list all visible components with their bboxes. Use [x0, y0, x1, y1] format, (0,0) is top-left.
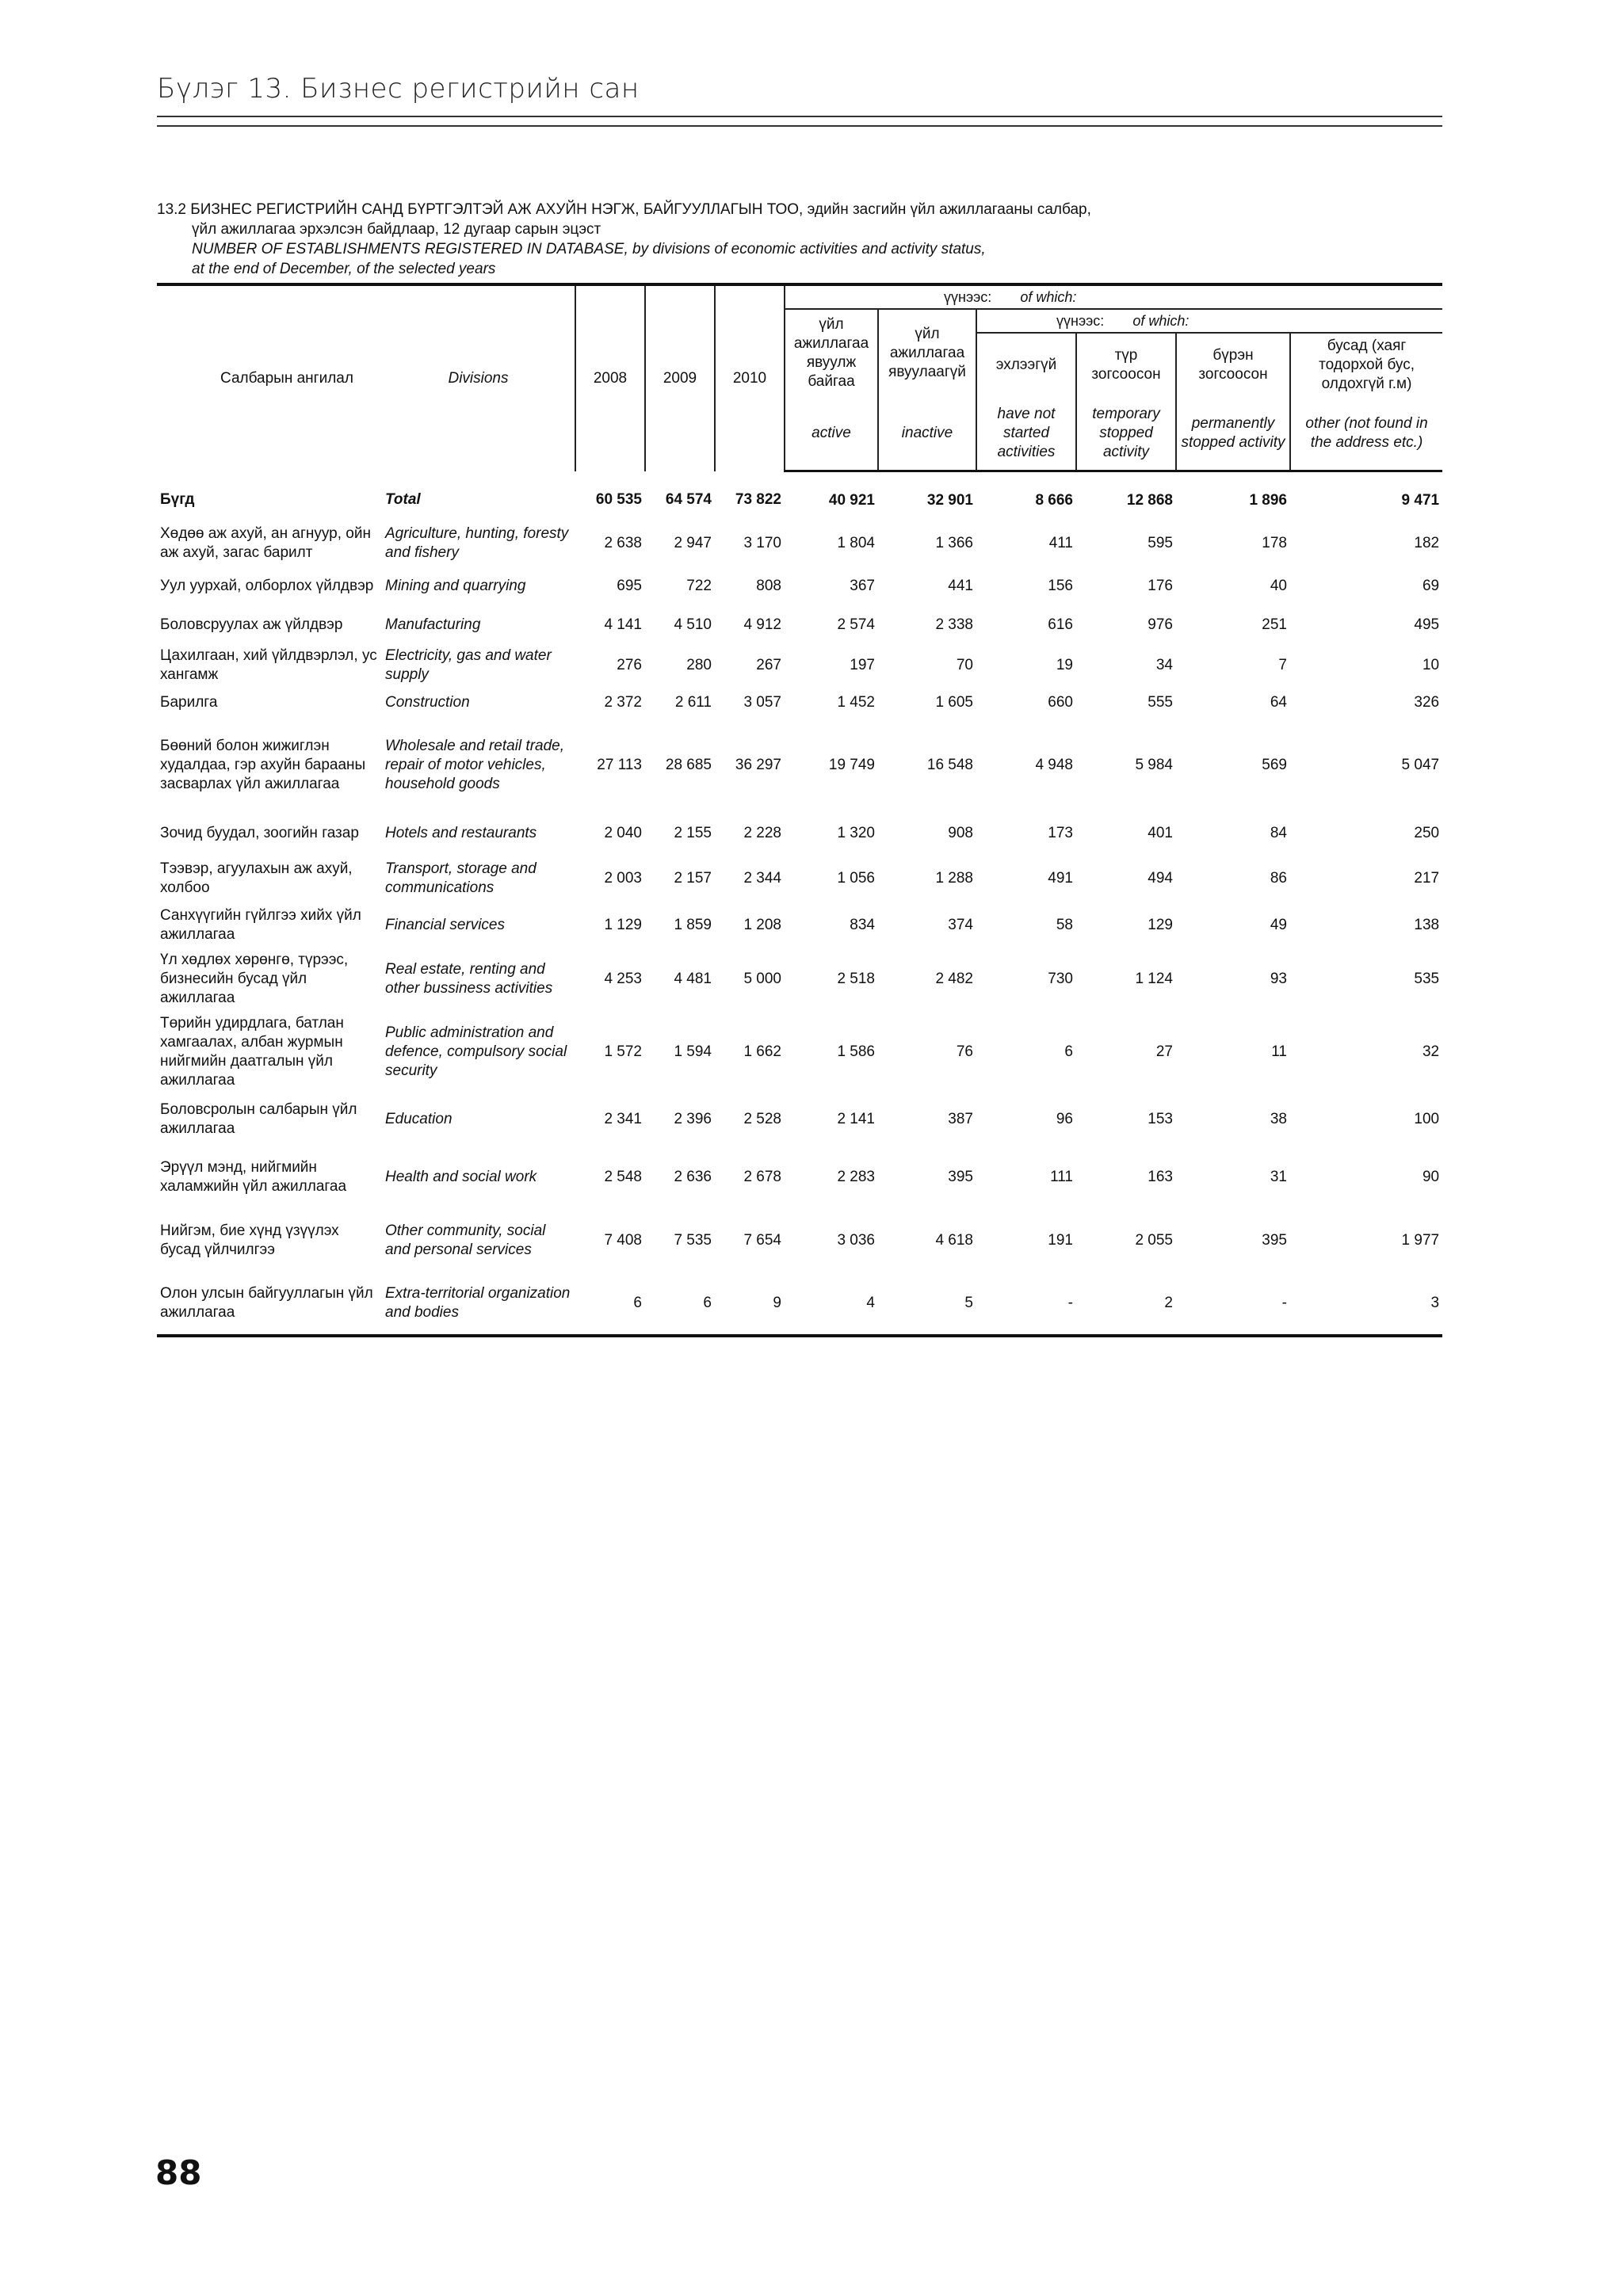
of-which-en: of which: — [1020, 289, 1077, 305]
row-value: 1 586 — [837, 1043, 875, 1060]
row-value: 73 822 — [735, 491, 781, 509]
row-value: 5 000 — [743, 971, 781, 987]
row-value: 32 — [1422, 1043, 1440, 1060]
row-value: 3 — [1290, 1272, 1442, 1336]
row-value: 555 — [1148, 694, 1173, 711]
row-label-en: Extra-territorial organization and bodies — [382, 1272, 575, 1336]
col-other-mn: бусад (хаяг тодорхой бус, олдохгүй г.м) — [1290, 333, 1442, 397]
row-value: 7 — [1278, 657, 1287, 673]
row-label-en: Hotels and restaurants — [385, 825, 537, 841]
row-value: 16 548 — [926, 757, 973, 773]
row-value: 156 — [1048, 578, 1073, 594]
row-value: 3 170 — [743, 535, 781, 551]
row-label-mn: Үл хөдлөх хөрөнгө, түрээс, бизнесийн бусад үйл ажиллагаа — [160, 952, 349, 1006]
row-label-en: Financial services — [385, 917, 505, 933]
row-value: 6 — [575, 1272, 645, 1336]
row-value: 730 — [1048, 971, 1073, 987]
row-value: 595 — [1148, 535, 1173, 551]
row-value: 64 574 — [665, 491, 712, 509]
of-which-inactive-mn: үүнээс: — [1056, 313, 1105, 329]
row-value: 976 — [1148, 616, 1173, 633]
col-of-which — [785, 284, 1442, 309]
row-value: 7 654 — [743, 1232, 781, 1249]
header-rule-bottom — [157, 125, 1442, 127]
row-value: 1 288 — [935, 870, 973, 887]
row-value: 40 — [1270, 578, 1287, 594]
row-value: 1 594 — [674, 1043, 712, 1060]
row-value: 10 — [1422, 657, 1440, 673]
col-sector-mn: Салбарын ангилал — [157, 284, 382, 471]
table-row — [157, 948, 1442, 1011]
row-value: 153 — [1148, 1111, 1173, 1127]
row-value: 182 — [1414, 535, 1440, 551]
col-perm-mn: бүрэн зогсоосон — [1176, 333, 1290, 397]
row-value: 2 338 — [935, 616, 973, 633]
row-value: 387 — [948, 1111, 973, 1127]
row-value: 267 — [756, 657, 781, 673]
row-label-mn: Цахилгаан, хий үйлдвэрлэл, ус хангамж — [160, 647, 377, 683]
row-value: 4 — [785, 1272, 878, 1336]
row-value: 12 868 — [1126, 492, 1173, 509]
table-row — [157, 854, 1442, 903]
col-2010: 2010 — [715, 284, 785, 471]
col-other-en: other (not found in the address etc.) — [1290, 397, 1442, 471]
row-value: 84 — [1270, 825, 1287, 841]
row-value: 217 — [1414, 870, 1440, 887]
row-value: 491 — [1048, 870, 1073, 887]
table-row — [157, 643, 1442, 688]
row-label-mn: Эрүүл мэнд, нийгмийн халамжийн үйл ажиллагаа — [160, 1159, 347, 1195]
row-label-en: Wholesale and retail trade, repair of motor vehicles, household goods — [385, 738, 565, 792]
row-label-mn: Боловсруулах аж үйлдвэр — [160, 616, 343, 633]
table-row — [157, 1209, 1442, 1272]
table-header — [157, 284, 1442, 471]
row-value: 441 — [948, 578, 973, 594]
row-value: 2 372 — [604, 694, 642, 711]
table-row — [157, 1272, 1442, 1336]
row-value: - — [976, 1272, 1076, 1336]
row-value: 90 — [1422, 1169, 1440, 1185]
row-value: 401 — [1148, 825, 1173, 841]
row-value: 129 — [1148, 917, 1173, 933]
row-value: 191 — [1048, 1232, 1073, 1249]
row-value: 11 — [1271, 1043, 1287, 1060]
row-value: 100 — [1414, 1111, 1440, 1127]
row-value: 1 662 — [743, 1043, 781, 1060]
row-value: 70 — [956, 657, 973, 673]
row-value: 6 — [645, 1272, 715, 1336]
col-2009: 2009 — [645, 284, 715, 471]
row-value: 7 535 — [674, 1232, 712, 1249]
row-value: 695 — [617, 578, 642, 594]
row-value: 36 297 — [735, 757, 781, 773]
row-value: 4 618 — [935, 1232, 973, 1249]
row-value: 1 129 — [604, 917, 642, 933]
row-value: 4 510 — [674, 616, 712, 633]
row-value: 395 — [1262, 1232, 1287, 1249]
row-label-mn: Уул уурхай, олборлох үйлдвэр — [160, 578, 374, 594]
row-label-en: Electricity, gas and water supply — [385, 647, 552, 683]
row-label-en: Manufacturing — [385, 616, 481, 633]
row-value: 280 — [686, 657, 712, 673]
row-value: 34 — [1155, 657, 1173, 673]
row-label-mn: Тээвэр, агуулахын аж ахуй, холбоо — [160, 860, 353, 896]
row-value: 1 605 — [935, 694, 973, 711]
col-not-started-en: have not started activities — [976, 397, 1076, 471]
table-row — [157, 1093, 1442, 1146]
row-value: 178 — [1262, 535, 1287, 551]
col-inactive-mn: үйл ажиллагаа явуулаагүй — [878, 309, 976, 397]
of-which-mn: үүнээс: — [944, 289, 992, 305]
row-label-mn: Санхүүгийн гүйлгээ хийх үйл ажиллагаа — [160, 907, 361, 943]
row-value: 3 057 — [743, 694, 781, 711]
row-label-en: Real estate, renting and other bussiness activities — [385, 961, 553, 997]
table-row — [157, 566, 1442, 607]
row-value: 1 124 — [1135, 971, 1173, 987]
col-temp-en: temporary stopped activity — [1076, 397, 1176, 471]
row-value: 4 948 — [1035, 757, 1073, 773]
row-value: 2 548 — [604, 1169, 642, 1185]
row-value: 834 — [850, 917, 875, 933]
row-value: 2 528 — [743, 1111, 781, 1127]
row-value: 2 344 — [743, 870, 781, 887]
row-value: 251 — [1262, 616, 1287, 633]
row-value: 2 678 — [743, 1169, 781, 1185]
row-value: 374 — [948, 917, 973, 933]
row-value: 93 — [1270, 971, 1287, 987]
row-value: 535 — [1414, 971, 1440, 987]
row-value: 1 320 — [837, 825, 875, 841]
page-number: 88 — [155, 2153, 202, 2192]
row-value: 27 — [1155, 1043, 1173, 1060]
col-of-which-inactive — [976, 309, 1442, 333]
row-label-mn: Зочид буудал, зоогийн газар — [160, 825, 359, 841]
row-value: 494 — [1148, 870, 1173, 887]
row-value: 3 036 — [837, 1232, 875, 1249]
row-value: 2 283 — [837, 1169, 875, 1185]
col-not-started-mn: эхлээгүй — [976, 333, 1076, 397]
row-value: 138 — [1414, 917, 1440, 933]
header-rule-top — [157, 116, 1442, 117]
row-value: 1 859 — [674, 917, 712, 933]
row-value: 2 228 — [743, 825, 781, 841]
row-value: 2 482 — [935, 971, 973, 987]
row-value: 276 — [617, 657, 642, 673]
row-value: 250 — [1414, 825, 1440, 841]
row-value: 86 — [1270, 870, 1287, 887]
row-value: - — [1176, 1272, 1290, 1336]
row-value: 4 253 — [604, 971, 642, 987]
row-value: 32 901 — [926, 492, 973, 509]
row-value: 4 481 — [674, 971, 712, 987]
row-value: 173 — [1048, 825, 1073, 841]
row-value: 76 — [956, 1043, 973, 1060]
row-label-en: Education — [385, 1111, 453, 1127]
row-value: 60 535 — [595, 491, 642, 509]
of-which-inactive-en: of which: — [1132, 313, 1190, 329]
row-label-mn: Боловсролын салбарын үйл ажиллагаа — [160, 1101, 357, 1137]
table-row — [157, 1011, 1442, 1093]
row-value: 58 — [1056, 917, 1073, 933]
row-value: 27 113 — [597, 757, 642, 773]
row-value: 31 — [1270, 1169, 1287, 1185]
row-value: 49 — [1270, 917, 1287, 933]
row-value: 40 921 — [828, 492, 875, 509]
col-perm-en: permanently stopped activity — [1176, 397, 1290, 471]
row-value: 19 749 — [828, 757, 875, 773]
row-value: 5 — [878, 1272, 976, 1336]
row-label-en: Transport, storage and communications — [385, 860, 537, 896]
col-sector-en: Divisions — [382, 284, 575, 471]
row-label-en: Health and social work — [385, 1169, 537, 1185]
row-value: 7 408 — [604, 1232, 642, 1249]
row-value: 1 208 — [743, 917, 781, 933]
row-label-en: Other community, social and personal services — [385, 1222, 546, 1258]
row-label-en: Total — [385, 491, 421, 509]
row-value: 19 — [1056, 657, 1073, 673]
row-value: 96 — [1056, 1111, 1073, 1127]
row-value: 411 — [1048, 535, 1073, 551]
row-value: 395 — [948, 1169, 973, 1185]
row-value: 4 912 — [743, 616, 781, 633]
chapter-title: Бүлэг 13. Бизнес регистрийн сан — [157, 73, 640, 105]
row-label-mn: Бөөний болон жижиглэн худалдаа, гэр ахуйн барааны засварлах үйл ажиллагаа — [160, 738, 366, 792]
table-title-line1: 13.2 БИЗНЕС РЕГИСТРИЙН САНД БҮРТГЭЛТЭЙ АЖ АХУЙН НЭГЖ, БАЙГУУЛЛАГЫН ТОО, эдийн засгийн үйл ажиллагааны салбар, — [157, 201, 1091, 218]
table-body — [157, 471, 1442, 1337]
row-value: 2 947 — [674, 535, 712, 551]
row-value: 69 — [1422, 578, 1440, 594]
table-row — [157, 521, 1442, 566]
row-value: 2 611 — [674, 694, 712, 711]
row-value: 64 — [1270, 694, 1287, 711]
row-value: 1 366 — [935, 535, 973, 551]
row-value: 2 003 — [604, 870, 642, 887]
table-row — [157, 607, 1442, 643]
row-value: 1 896 — [1249, 492, 1287, 509]
row-value: 808 — [756, 578, 781, 594]
row-value: 9 471 — [1401, 492, 1440, 509]
row-value: 1 056 — [837, 870, 875, 887]
table-row — [157, 718, 1442, 813]
row-value: 2 — [1076, 1272, 1176, 1336]
row-value: 28 685 — [665, 757, 712, 773]
table-row — [157, 813, 1442, 854]
row-value: 569 — [1262, 757, 1287, 773]
table-title-line3: NUMBER OF ESTABLISHMENTS REGISTERED IN DATABASE, by divisions of economic activities and activity status, — [192, 241, 986, 257]
row-value: 111 — [1050, 1169, 1073, 1185]
row-value: 2 636 — [674, 1169, 712, 1185]
row-value: 1 977 — [1401, 1232, 1440, 1249]
table-title-line4: at the end of December, of the selected years — [192, 261, 496, 277]
row-value: 4 141 — [604, 616, 642, 633]
col-active-mn: үйл ажиллагаа явуулж байгаа — [785, 309, 878, 397]
statistics-table — [157, 283, 1442, 1337]
row-value: 9 — [715, 1272, 785, 1336]
row-value: 2 141 — [837, 1111, 875, 1127]
row-value: 2 574 — [837, 616, 875, 633]
row-label-mn: Олон улсын байгууллагын үйл ажиллагаа — [157, 1272, 382, 1336]
row-value: 908 — [948, 825, 973, 841]
row-value: 1 804 — [837, 535, 875, 551]
row-value: 1 572 — [604, 1043, 642, 1060]
row-label-en: Public administration and defence, compulsory social security — [385, 1024, 567, 1079]
row-label-mn: Барилга — [160, 694, 218, 711]
row-value: 5 047 — [1401, 757, 1440, 773]
row-label-en: Construction — [385, 694, 470, 711]
row-value: 326 — [1414, 694, 1440, 711]
col-2008: 2008 — [575, 284, 645, 471]
row-value: 660 — [1048, 694, 1073, 711]
row-value: 495 — [1414, 616, 1440, 633]
row-label-mn: Бүгд — [160, 491, 195, 509]
row-value: 6 — [1064, 1043, 1073, 1060]
row-value: 2 638 — [604, 535, 642, 551]
row-label-mn: Төрийн удирдлага, батлан хамгаалах, албан журмын нийгмийн даатгалын үйл ажиллагаа — [160, 1015, 344, 1089]
row-value: 8 666 — [1035, 492, 1073, 509]
row-value: 5 984 — [1135, 757, 1173, 773]
table-title — [157, 200, 1091, 279]
row-value: 176 — [1148, 578, 1173, 594]
row-label-mn: Нийгэм, бие хүнд үзүүлэх бусад үйлчилгээ — [160, 1222, 339, 1258]
row-value: 2 157 — [674, 870, 712, 887]
row-value: 616 — [1048, 616, 1073, 633]
col-temp-mn: түр зогсоосон — [1076, 333, 1176, 397]
row-value: 2 055 — [1135, 1232, 1173, 1249]
row-value: 2 396 — [674, 1111, 712, 1127]
row-value: 1 452 — [837, 694, 875, 711]
row-value: 2 341 — [604, 1111, 642, 1127]
row-value: 2 040 — [604, 825, 642, 841]
row-label-mn: Хөдөө аж ахуй, ан агнуур, ойн аж ахуй, загас барилт — [160, 525, 371, 561]
row-value: 367 — [850, 578, 875, 594]
row-value: 2 518 — [837, 971, 875, 987]
row-value: 722 — [686, 578, 712, 594]
row-value: 38 — [1270, 1111, 1287, 1127]
row-label-en: Agriculture, hunting, foresty and fishery — [385, 525, 569, 561]
table-row — [157, 688, 1442, 718]
table-title-line2: үйл ажиллагаа эрхэлсэн байдлаар, 12 дугаар сарын эцэст — [192, 221, 601, 238]
table-row-total — [157, 471, 1442, 522]
table-row — [157, 903, 1442, 948]
col-active-en: active — [785, 397, 878, 471]
table-row — [157, 1146, 1442, 1209]
row-label-en: Mining and quarrying — [385, 578, 526, 594]
row-value: 2 155 — [674, 825, 712, 841]
row-value: 197 — [850, 657, 875, 673]
col-inactive-en: inactive — [878, 397, 976, 471]
row-value: 163 — [1148, 1169, 1173, 1185]
